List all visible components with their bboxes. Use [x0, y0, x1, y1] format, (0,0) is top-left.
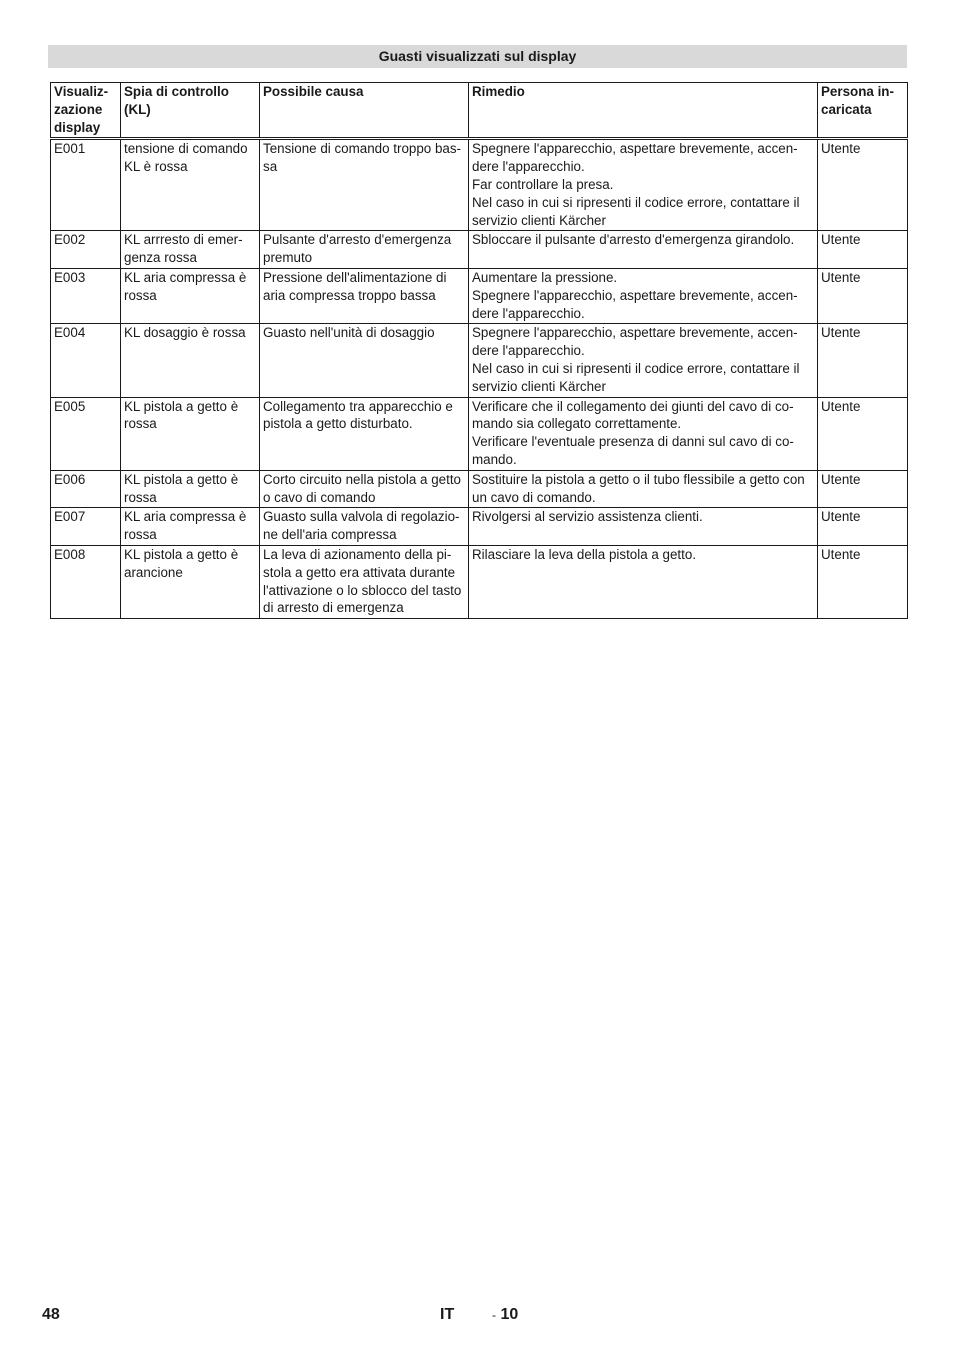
cell-control-light: KL pistola a getto è arancione — [121, 545, 260, 618]
cell-possible-cause: Guasto nell'unità di dosaggio — [260, 324, 469, 397]
table-row — [51, 470, 908, 508]
header-control-light: Spia di controllo (KL) — [121, 83, 260, 139]
sub-page-dash: - — [492, 1308, 496, 1322]
language-code: IT — [440, 1306, 455, 1323]
header-responsible-person: Persona in- caricata — [818, 83, 908, 139]
cell-control-light: KL pistola a getto è rossa — [121, 470, 260, 508]
cell-remedy: Spegnere l'apparecchio, aspettare brevemente, accen- dere l'apparecchio. Nel caso in cui si ripresenti il codice errore, contattare il servizio clienti Kärcher — [469, 324, 818, 397]
cell-remedy: Sbloccare il pulsante d'arresto d'emergenza girandolo. — [469, 231, 818, 269]
cell-responsible-person: Utente — [818, 397, 908, 470]
table-row — [51, 397, 908, 470]
cell-remedy: Spegnere l'apparecchio, aspettare brevemente, accen- dere l'apparecchio. Far controllare la presa. Nel caso in cui si ripresenti il codice errore, contattare il servizio clienti Kärcher — [469, 139, 818, 231]
cell-control-light: KL aria compressa è rossa — [121, 508, 260, 546]
cell-remedy: Sostituire la pistola a getto o il tubo flessibile a getto con un cavo di comando. — [469, 470, 818, 508]
cell-responsible-person: Utente — [818, 324, 908, 397]
cell-remedy: Rilasciare la leva della pistola a getto. — [469, 545, 818, 618]
cell-remedy: Verificare che il collegamento dei giunti del cavo di co- mando sia collegato correttamente. Verificare l'eventuale presenza di danni sul cavo di co- mando. — [469, 397, 818, 470]
cell-control-light: KL pistola a getto è rossa — [121, 397, 260, 470]
cell-display-code: E003 — [51, 268, 121, 323]
table-row — [51, 508, 908, 546]
cell-control-light: KL dosaggio è rossa — [121, 324, 260, 397]
page-number: 48 — [42, 1306, 60, 1323]
header-possible-cause: Possibile causa — [260, 83, 469, 139]
table-row — [51, 139, 908, 231]
cell-possible-cause: Tensione di comando troppo bas- sa — [260, 139, 469, 231]
cell-display-code: E008 — [51, 545, 121, 618]
cell-responsible-person: Utente — [818, 139, 908, 231]
header-remedy: Rimedio — [469, 83, 818, 139]
cell-display-code: E004 — [51, 324, 121, 397]
table-row — [51, 268, 908, 323]
table-header-row — [51, 83, 908, 139]
cell-control-light: KL aria compressa è rossa — [121, 268, 260, 323]
cell-possible-cause: Guasto sulla valvola di regolazio- ne dell'aria compressa — [260, 508, 469, 546]
table-row — [51, 231, 908, 269]
cell-possible-cause: Pressione dell'alimentazione di aria compressa troppo bassa — [260, 268, 469, 323]
cell-remedy: Rivolgersi al servizio assistenza clienti. — [469, 508, 818, 546]
cell-remedy: Aumentare la pressione. Spegnere l'apparecchio, aspettare brevemente, accen- dere l'apparecchio. — [469, 268, 818, 323]
section-title: Guasti visualizzati sul display — [48, 45, 907, 68]
cell-display-code: E005 — [51, 397, 121, 470]
cell-control-light: KL arrresto di emer- genza rossa — [121, 231, 260, 269]
table-row — [51, 545, 908, 618]
cell-responsible-person: Utente — [818, 470, 908, 508]
sub-page-value: 10 — [500, 1306, 519, 1323]
cell-responsible-person: Utente — [818, 268, 908, 323]
cell-responsible-person: Utente — [818, 231, 908, 269]
table-row — [51, 324, 908, 397]
cell-possible-cause: Pulsante d'arresto d'emergenza premuto — [260, 231, 469, 269]
cell-responsible-person: Utente — [818, 545, 908, 618]
cell-display-code: E002 — [51, 231, 121, 269]
sub-page-number — [492, 1306, 518, 1324]
cell-display-code: E007 — [51, 508, 121, 546]
cell-possible-cause: La leva di azionamento della pi- stola a getto era attivata durante l'attivazione o lo sblocco del tasto di arresto di emergenza — [260, 545, 469, 618]
cell-display-code: E006 — [51, 470, 121, 508]
cell-possible-cause: Collegamento tra apparecchio e pistola a getto disturbato. — [260, 397, 469, 470]
cell-control-light: tensione di comando KL è rossa — [121, 139, 260, 231]
cell-possible-cause: Corto circuito nella pistola a getto o cavo di comando — [260, 470, 469, 508]
header-display-code: Visualiz- zazione display — [51, 83, 121, 139]
fault-table — [50, 82, 908, 619]
cell-responsible-person: Utente — [818, 508, 908, 546]
cell-display-code: E001 — [51, 139, 121, 231]
